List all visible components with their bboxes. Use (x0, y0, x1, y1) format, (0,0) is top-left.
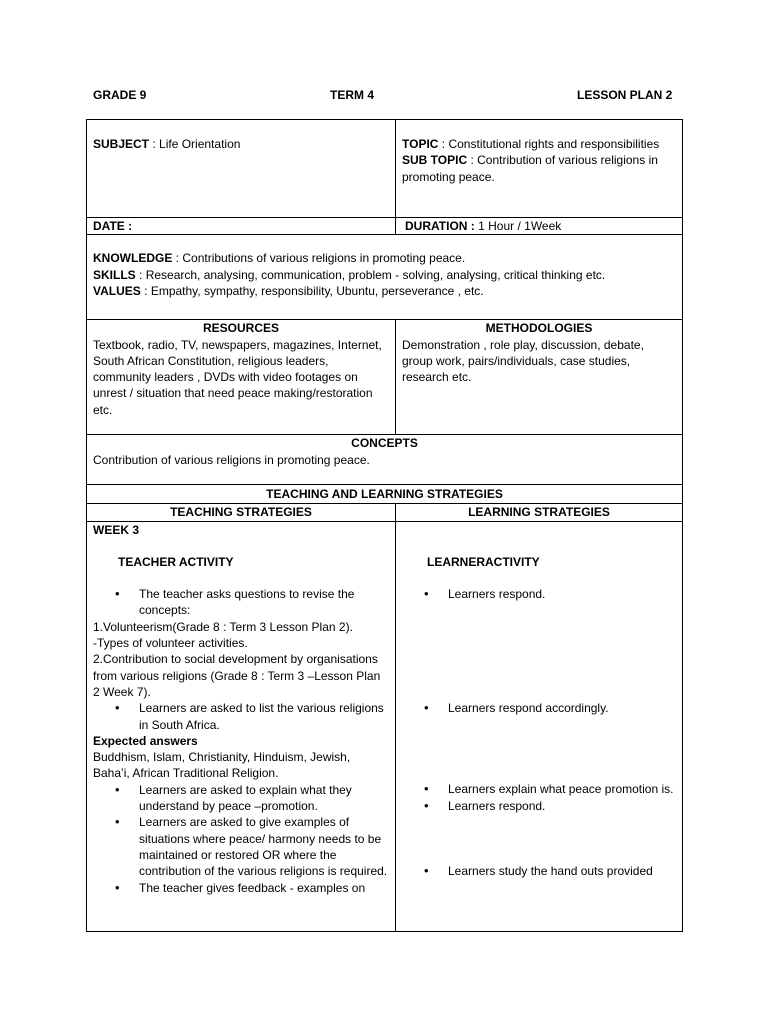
learner-bullet-study-handouts: • Learners study the hand outs provided (448, 863, 676, 879)
learner-activity-cell (396, 521, 683, 931)
learner-bullet-explain-peace: • Learners explain what peace promotion is. (448, 781, 676, 797)
sub-topic-label: SUB TOPIC (402, 153, 468, 168)
knowledge-skills-values-cell: KNOWLEDGE : Contributions of various religions in promoting peace. SKILLS : Research, analysing, communication, problem - solving, analysing, critical thinking etc. VALUES : Empathy, sympathy, responsibility, Ubuntu, perseverance , etc. (87, 235, 683, 320)
subject-value: Life Orientation (159, 137, 241, 151)
skills-label: SKILLS (93, 267, 136, 282)
term-label: TERM 4 (330, 88, 375, 102)
week-label: WEEK 3 (93, 522, 140, 537)
strategies-heading: TEACHING AND LEARNING STRATEGIES (87, 485, 683, 504)
topic-cell: TOPIC : Constitutional rights and responsibilities SUB TOPIC : Contribution of various religions in promoting peace. (396, 120, 683, 218)
teacher-bullet-examples: • Learners are asked to give examples of situations where peace/ harmony needs to be maintained or restored OR where the contribution of the various religions is required. (139, 814, 389, 879)
strategies-subheading-row (87, 504, 683, 521)
concepts-heading: CONCEPTS (351, 436, 418, 451)
learner-bullet-respond-2: • Learners respond. (448, 798, 676, 814)
concepts-cell (87, 435, 683, 485)
teacher-bullet-list-religions: • Learners are asked to list the various religions in South Africa. (139, 700, 389, 733)
values-label: VALUES (93, 283, 141, 298)
teacher-revise-point-1: 1.Volunteerism(Grade 8 : Term 3 Lesson Plan 2). (93, 619, 353, 634)
concepts-text: Contribution of various religions in promoting peace. (93, 452, 370, 467)
date-label: DATE : (93, 219, 133, 233)
teaching-strategies-heading: TEACHING STRATEGIES (87, 504, 396, 521)
lesson-plan-label: LESSON PLAN 2 (577, 88, 673, 102)
date-cell (87, 218, 396, 235)
learner-bullet-respond-1: • Learners respond. (448, 586, 676, 602)
resources-methodologies-row (87, 320, 683, 435)
methodologies-cell (396, 320, 683, 435)
expected-answers-heading: Expected answers (93, 733, 198, 748)
duration-label: DURATION : (405, 219, 475, 233)
knowledge-label: KNOWLEDGE (93, 251, 173, 266)
teacher-bullet-revise: • The teacher asks questions to revise the concepts: (139, 586, 389, 619)
resources-cell (87, 320, 396, 435)
resources-heading: RESOURCES (202, 321, 279, 336)
expected-answers-text: Buddhism, Islam, Christianity, Hinduism, Jewish, Baha’i, African Traditional Religion. (93, 750, 351, 781)
teacher-revise-point-3: 2.Contribution to social development by organisations from various religions (Grade 8 : Term 3 –Lesson Plan 2 Week 7). (93, 652, 381, 699)
resources-text: Textbook, radio, TV, newspapers, magazines, Internet, South African Constitution, religious leaders, community leaders , DVDs with video footages on unrest / situation that need peace making/restoration etc. (93, 337, 382, 417)
date-duration-row (87, 218, 683, 235)
knowledge-row (87, 235, 683, 320)
activities-row (87, 521, 683, 931)
methodologies-text: Demonstration , role play, discussion, debate, group work, pairs/individuals, case studies, research etc. (402, 337, 644, 385)
knowledge-value: Contributions of various religions in promoting peace. (182, 251, 466, 266)
teacher-activity-cell (87, 521, 396, 931)
learner-bullet-respond-accordingly: • Learners respond accordingly. (448, 700, 676, 716)
methodologies-heading: METHODOLOGIES (485, 321, 593, 336)
duration-cell (396, 218, 683, 235)
topic-label: TOPIC (402, 137, 439, 151)
teacher-activity-heading: TEACHER ACTIVITY (118, 554, 234, 569)
teacher-revise-point-2: -Types of volunteer activities. (93, 636, 248, 651)
topic-value: Constitutional rights and responsibilities (448, 137, 660, 151)
duration-value: 1 Hour / 1Week (478, 219, 562, 233)
concepts-row (87, 435, 683, 485)
skills-value: Research, analysing, communication, problem - solving, analysing, critical thinking etc. (145, 267, 606, 282)
strategies-heading-row (87, 485, 683, 504)
learning-strategies-heading: LEARNING STRATEGIES (396, 504, 683, 521)
subject-cell: SUBJECT : Life Orientation (87, 120, 396, 218)
sub-topic-value: Contribution of various religions in promoting peace. (402, 153, 658, 184)
teacher-bullet-peace-promotion: • Learners are asked to explain what they understand by peace –promotion. (139, 782, 389, 815)
grade-label: GRADE 9 (93, 88, 147, 102)
subject-topic-row (87, 120, 683, 218)
teacher-bullet-feedback: • The teacher gives feedback - examples on (139, 880, 389, 896)
subject-label: SUBJECT (93, 137, 150, 151)
learner-activity-heading: LEARNERACTIVITY (427, 554, 540, 569)
lesson-plan-table (86, 119, 683, 932)
values-value: Empathy, sympathy, responsibility, Ubuntu, perseverance , etc. (150, 283, 484, 298)
